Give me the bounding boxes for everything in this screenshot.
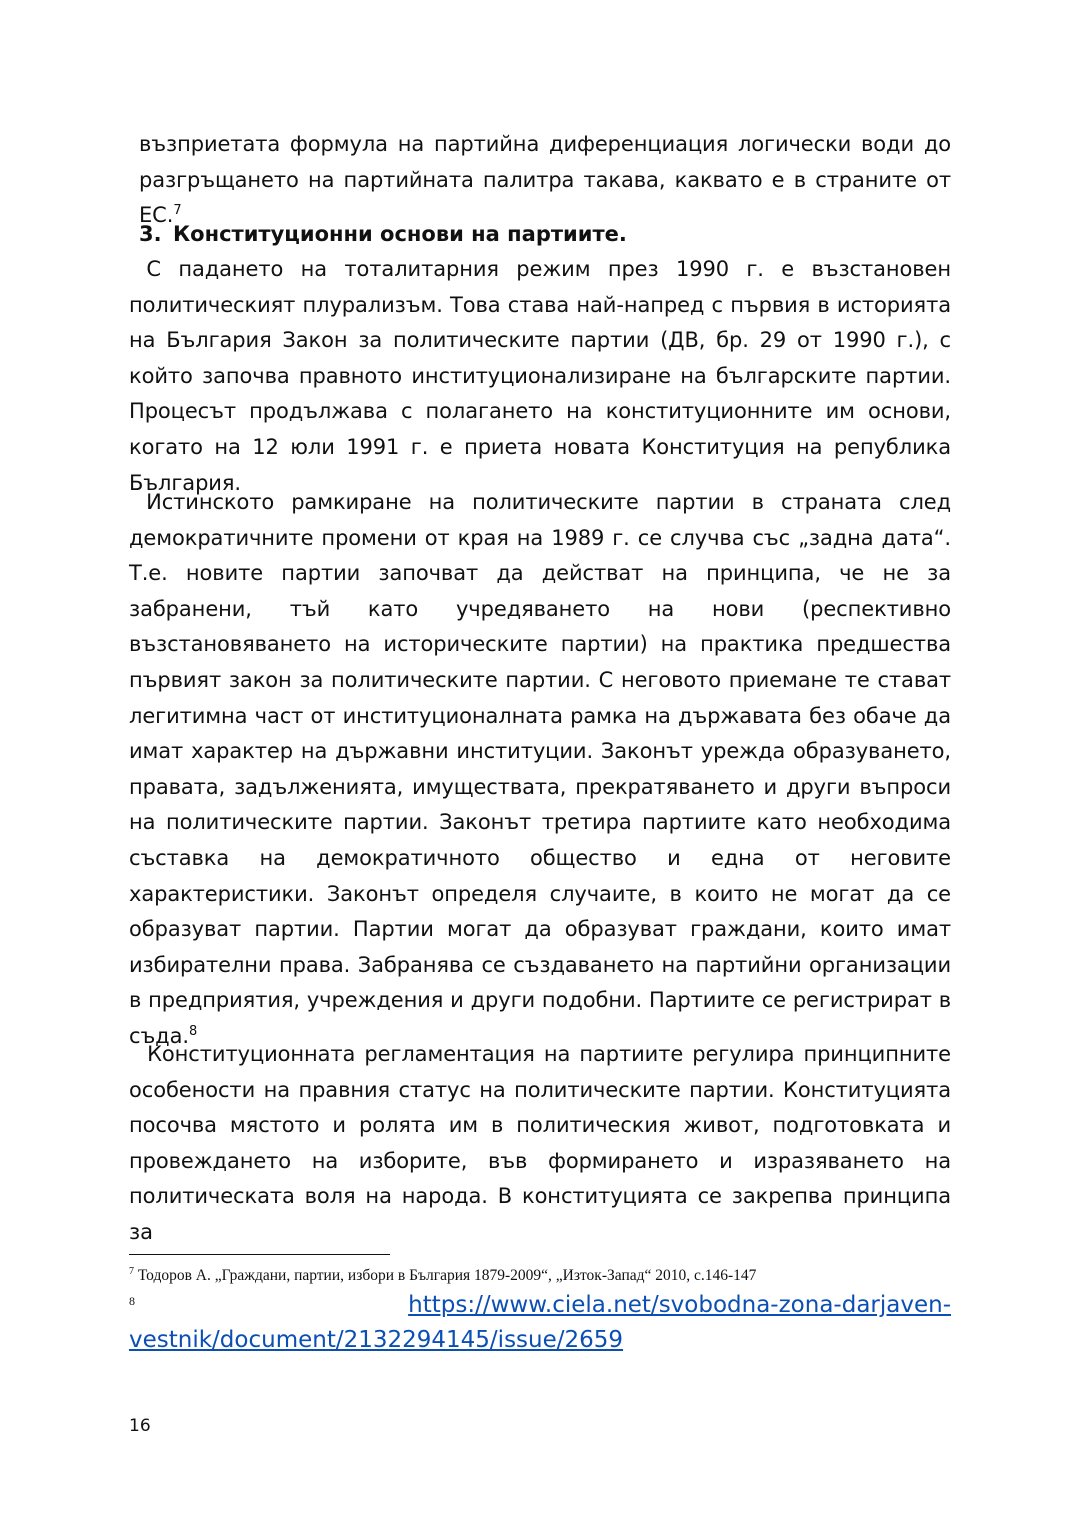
paragraph-text: Истинското рамкиране на политическите партии в страната след демократичните промени от края на 1989 г. се случва със „задна дата“. Т.е. новите партии започват да действат на принципа, че не за забранени, тъй като учредяването на нови (респективно възстановяването на историческите партии) на практика предшества първият закон за политическите партии. С неговото приемане те стават легитимна част от институционалната рамка на държавата без обаче да имат характер на държавни институции. Законът урежда образуването, правата, задълженията, имуществата, прекратяването и други въпроси на политическите партии. Законът третира партиите като необходима съставка на демократичното общество и една от неговите характеристики. Законът определя случаите, в които не могат да се образуват партии. Партии могат да образуват граждани, които имат избирателни права. Забранява се създаването на партийни организации в предприятия, учреждения и други подобни. Партиите се регистрират в съда. (129, 490, 952, 1048)
page-number: 16 (129, 1416, 151, 1436)
section-title: Конституционни основи на партиите. (173, 222, 627, 246)
paragraph-text: С падането на тоталитарния режим през 1990 г. е възстановен политическият плурализъм. Това става най-напред с първия в историята на България Закон за политическите партии (ДВ, бр. 29 от 1990 г.), с който започва правното институционализиране на българските партии. Процесът продължава с полагането на конституционните им основи, когато на 12 юли 1991 г. е приета новата Конституция на република България. (129, 257, 951, 495)
footnote-8 (129, 1288, 951, 1358)
footnote-mark: 7 (129, 1265, 134, 1277)
paragraph-pluralism (129, 252, 951, 501)
paragraph-text: Конституционната регламентация на партиите регулира принципните особености на правния статус на политическите партии. Конституцията посочва мястото и ролята им в политическия живот, подготовката и провеждането на изборите, във формирането и изразяването на политическата воля на народа. В конституцията се закрепва принципа за (129, 1042, 951, 1244)
paragraph-text: възприетата формула на партийна диференциация логически води до разгръщането на партийната палитра такава, каквато е в страните от ЕС. (139, 132, 951, 228)
section-heading (139, 217, 627, 252)
paragraph-constitutional-regulation (129, 1037, 951, 1251)
footnote-mark-8: 8 (129, 1294, 135, 1308)
paragraph-party-framing (129, 485, 951, 1055)
section-number: 3. (139, 222, 162, 246)
footnote-link-line-1[interactable]: https://www.ciela.net/svobodna-zona-darjaven- (408, 1292, 951, 1318)
footnote-ref-7[interactable]: 7 (173, 203, 182, 219)
footnote-7 (129, 1265, 951, 1287)
footnote-separator (129, 1254, 390, 1255)
footnote-link-line-2[interactable]: vestnik/document/2132294145/issue/2659 (129, 1327, 624, 1353)
footnote-text: Тодоров А. „Граждани, партии, избори в България 1879-2009“, „Изток-Запад“ 2010, с.146-147 (137, 1267, 757, 1284)
footnote-ref-8[interactable]: 8 (188, 1023, 198, 1039)
